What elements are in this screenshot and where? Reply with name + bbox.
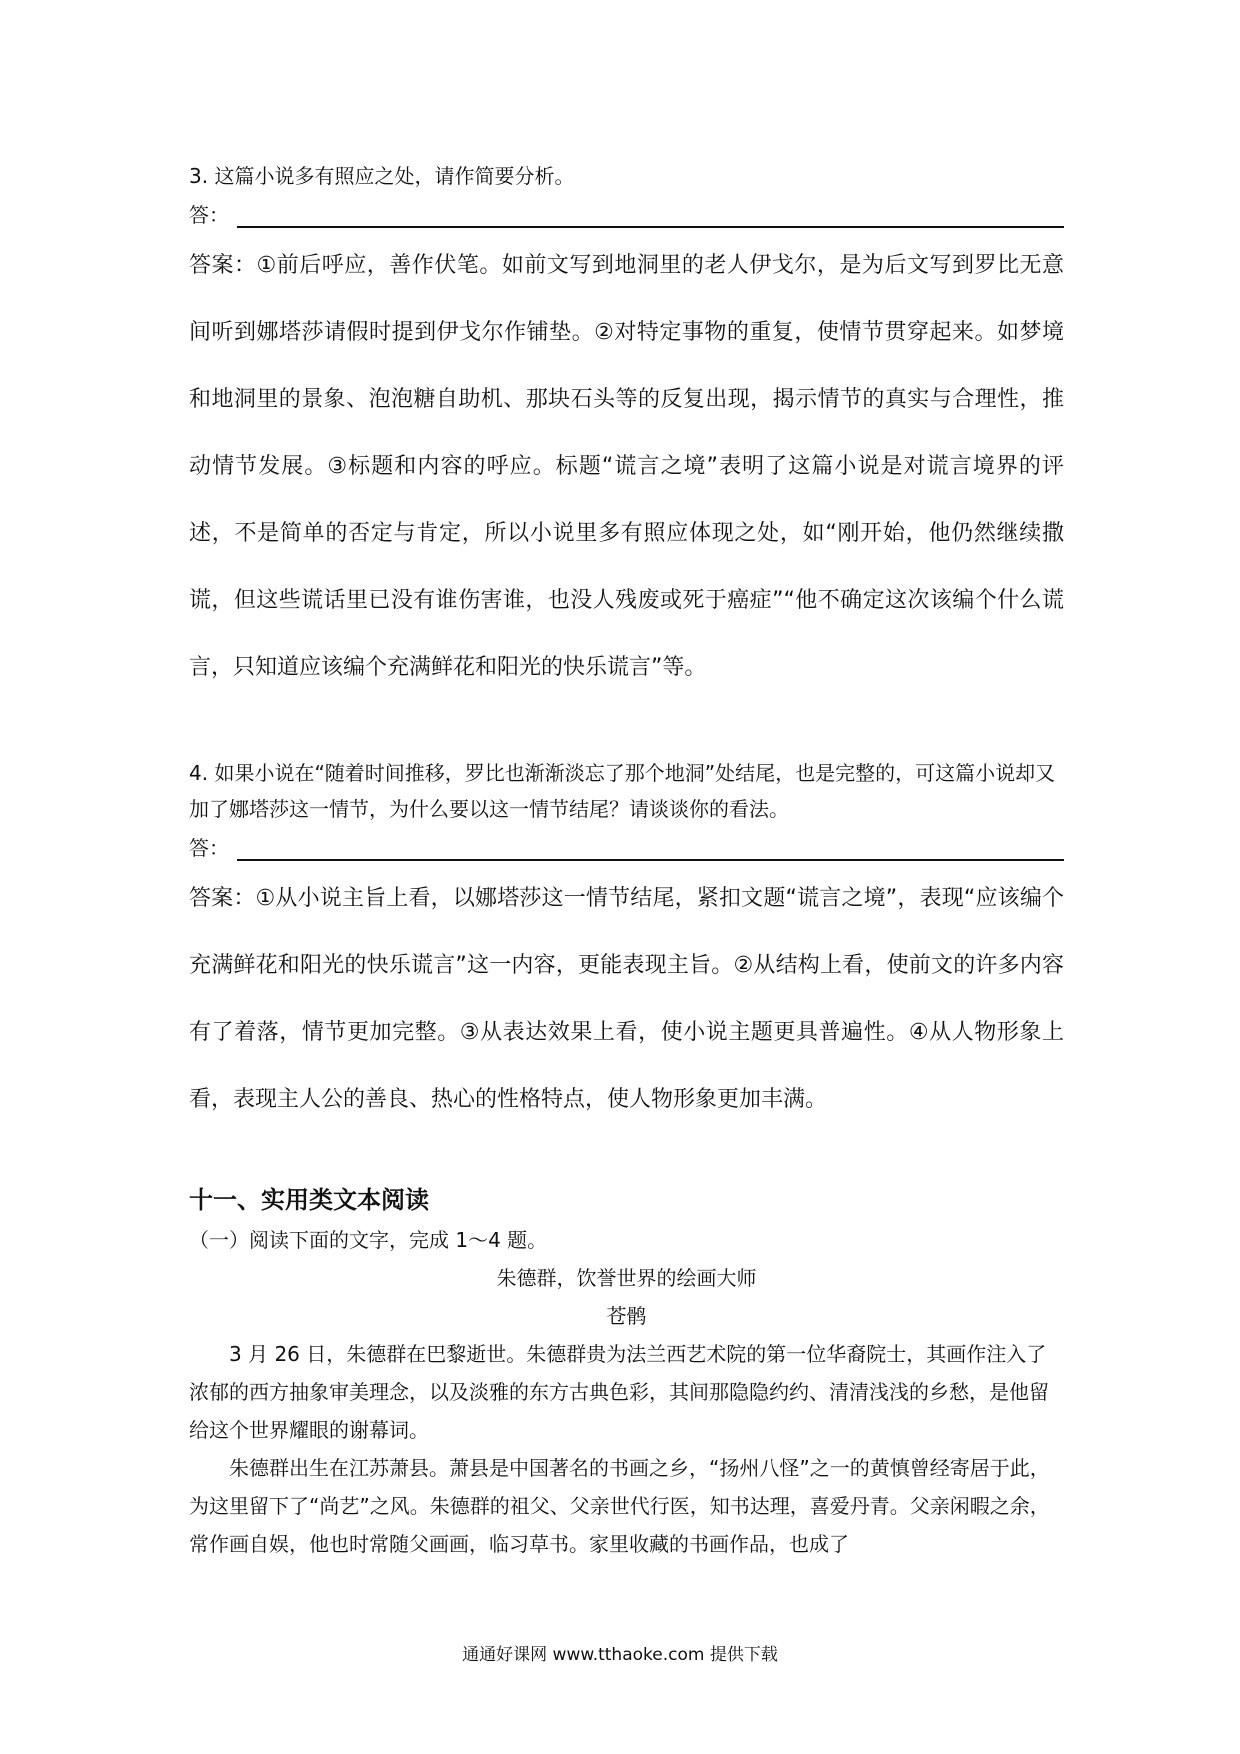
section-instruction: （一）阅读下面的文字，完成 1～4 题。: [189, 1228, 548, 1252]
question-4-text: 4. 如果小说在“随着时间推移，罗比也渐渐淡忘了那个地洞”处结尾，也是完整的，可这篇小说却又加了娜塔莎这一情节，为什么要以这一情节结尾？请谈谈你的看法。: [189, 761, 1056, 821]
question-4: [189, 755, 1064, 1133]
question-4-answer-line: [189, 827, 1064, 861]
question-3-answer: 答案：①前后呼应，善作伏笔。如前文写到地洞里的老人伊戈尔，是为后文写到罗比无意间听到娜塔莎请假时提到伊戈尔作铺垫。②对特定事物的重复，使情节贯穿起来。如梦境和地洞里的景象、泡泡糖自助机、那块石头等的反复出现，揭示情节的真实与合理性，推动情节发展。③标题和内容的呼应。标题“谎言之境”表明了这篇小说是对谎言境界的评述，不是简单的否定与肯定，所以小说里多有照应体现之处，如“刚开始，他仍然继续撒谎，但这些谎话里已没有谁伤害谁，也没人残废或死于癌症”“他不确定这次该编个什么谎言，只知道应该编个充满鲜花和阳光的快乐谎言”等。: [189, 253, 1064, 680]
answer-blank-rule: [237, 839, 1064, 861]
question-3-text: 3. 这篇小说多有照应之处，请作简要分析。: [189, 164, 575, 188]
section-practical-reading: [189, 1180, 1064, 1563]
article-paragraph-2: 朱德群出生在江苏萧县。萧县是中国著名的书画之乡，“扬州八怪”之一的黄慎曾经寄居于此，为这里留下了“尚艺”之风。朱德群的祖父、父亲世代行医，知书达理，喜爱丹青。父亲闲暇之余，常作画自娱，他也时常随父画画，临习草书。家里收藏的书画作品，也成了: [189, 1456, 1050, 1556]
question-3: [189, 158, 1064, 701]
question-3-answer-line: [189, 194, 1064, 228]
answer-blank-rule: [237, 206, 1064, 228]
answer-label: 答：: [189, 203, 229, 227]
article-paragraph-1: 3 月 26 日，朱德群在巴黎逝世。朱德群贵为法兰西艺术院的第一位华裔院士，其画作注入了浓郁的西方抽象审美理念，以及淡雅的东方古典色彩，其间那隐隐约约、清清浅浅的乡愁，是他留给这个世界耀眼的谢幕词。: [189, 1342, 1049, 1442]
answer-label: 答：: [189, 836, 229, 860]
page-footer: 通通好课网 www.tthaoke.com 提供下载: [462, 1645, 778, 1665]
section-heading: 十一、实用类文本阅读: [189, 1186, 429, 1214]
question-4-answer: 答案：①从小说主旨上看，以娜塔莎这一情节结尾，紧扣文题“谎言之境”，表现“应该编个充满鲜花和阳光的快乐谎言”这一内容，更能表现主旨。②从结构上看，使前文的许多内容有了着落，情节更加完整。③从表达效果上看，使小说主题更具普遍性。④从人物形象上看，表现主人公的善良、热心的性格特点，使人物形象更加丰满。: [189, 886, 1064, 1112]
article-author: 苍鹘: [606, 1304, 647, 1328]
article-title: 朱德群，饮誉世界的绘画大师: [496, 1266, 757, 1290]
